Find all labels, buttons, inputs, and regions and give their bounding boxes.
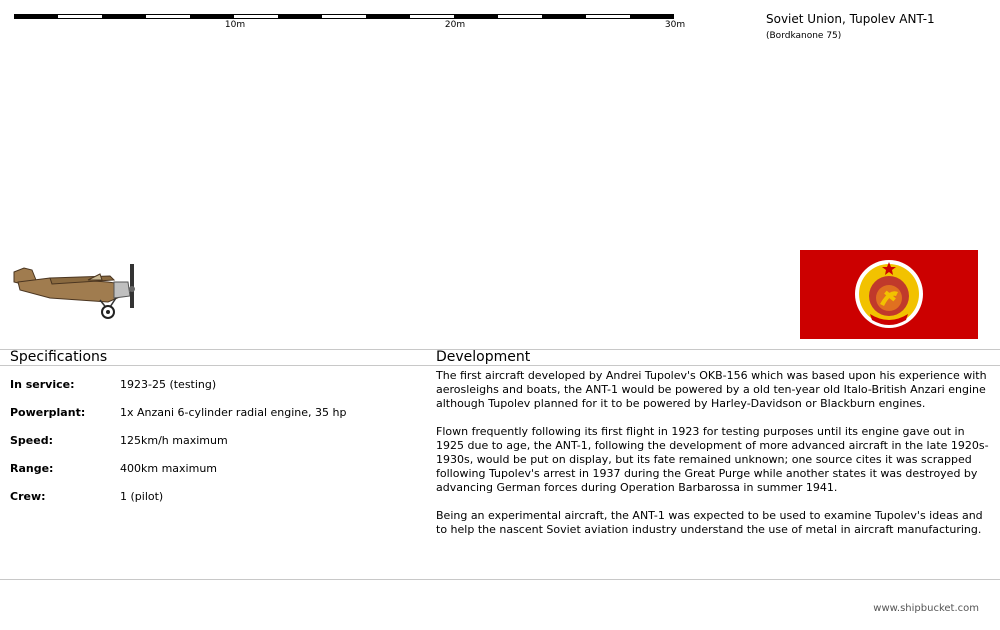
section-divider <box>0 365 1000 366</box>
spec-label-powerplant: Powerplant: <box>10 406 86 419</box>
page-subtitle: (Bordkanone 75) <box>766 31 842 41</box>
scale-bar <box>14 14 674 19</box>
development-paragraph: Flown frequently following its first flight in 1923 for testing purposes until its engine gave out in 1925 due to age, the ANT-1, following the development of more advanced aircraft in the late 1920s-1930s, would be put on display, but its fate remained unknown; one source cites it was scrapped following Tupolev's arrest in 1937 during the Great Purge while another states it was destroyed by advancing German forces during Operation Barbarossa in summer 1941. <box>436 425 989 494</box>
spec-value-crew: 1 (pilot) <box>120 490 164 503</box>
spec-label-range: Range: <box>10 462 54 475</box>
aircraft-drawing <box>10 262 140 320</box>
scale-tick-label: 10m <box>224 20 246 30</box>
watermark-link[interactable]: www.shipbucket.com <box>873 603 979 614</box>
footer-divider <box>0 579 1000 580</box>
spec-value-speed: 125km/h maximum <box>120 434 228 447</box>
development-heading: Development <box>436 349 531 365</box>
spec-value-in-service: 1923-25 (testing) <box>120 378 217 391</box>
soviet-flag <box>800 250 978 339</box>
spec-value-powerplant: 1x Anzani 6-cylinder radial engine, 35 hp <box>120 406 347 419</box>
spec-value-range: 400km maximum <box>120 462 218 475</box>
development-paragraph: The first aircraft developed by Andrei Tupolev's OKB-156 which was based upon his experience with aerosleighs and boats, the ANT-1 would be powered by a old ten-year old Italo-British Anzari engine although Tupolev planned for it to be powered by Harley-Davidson or Blackburn engines. <box>436 369 987 410</box>
spec-label-speed: Speed: <box>10 434 53 447</box>
spec-label-in-service: In service: <box>10 378 75 391</box>
scale-frame <box>14 14 674 19</box>
specifications-heading: Specifications <box>10 349 108 365</box>
spec-label-crew: Crew: <box>10 490 46 503</box>
development-paragraph: Being an experimental aircraft, the ANT-1 was expected to be used to examine Tupolev's ideas and to help the nascent Soviet aviation industry understand the use of metal in aircraft manufacturing. <box>436 509 983 536</box>
development-text <box>436 369 996 551</box>
scale-tick-label: 20m <box>444 20 466 30</box>
page-title: Soviet Union, Tupolev ANT-1 <box>766 12 935 26</box>
scale-tick-label: 30m <box>664 20 686 30</box>
